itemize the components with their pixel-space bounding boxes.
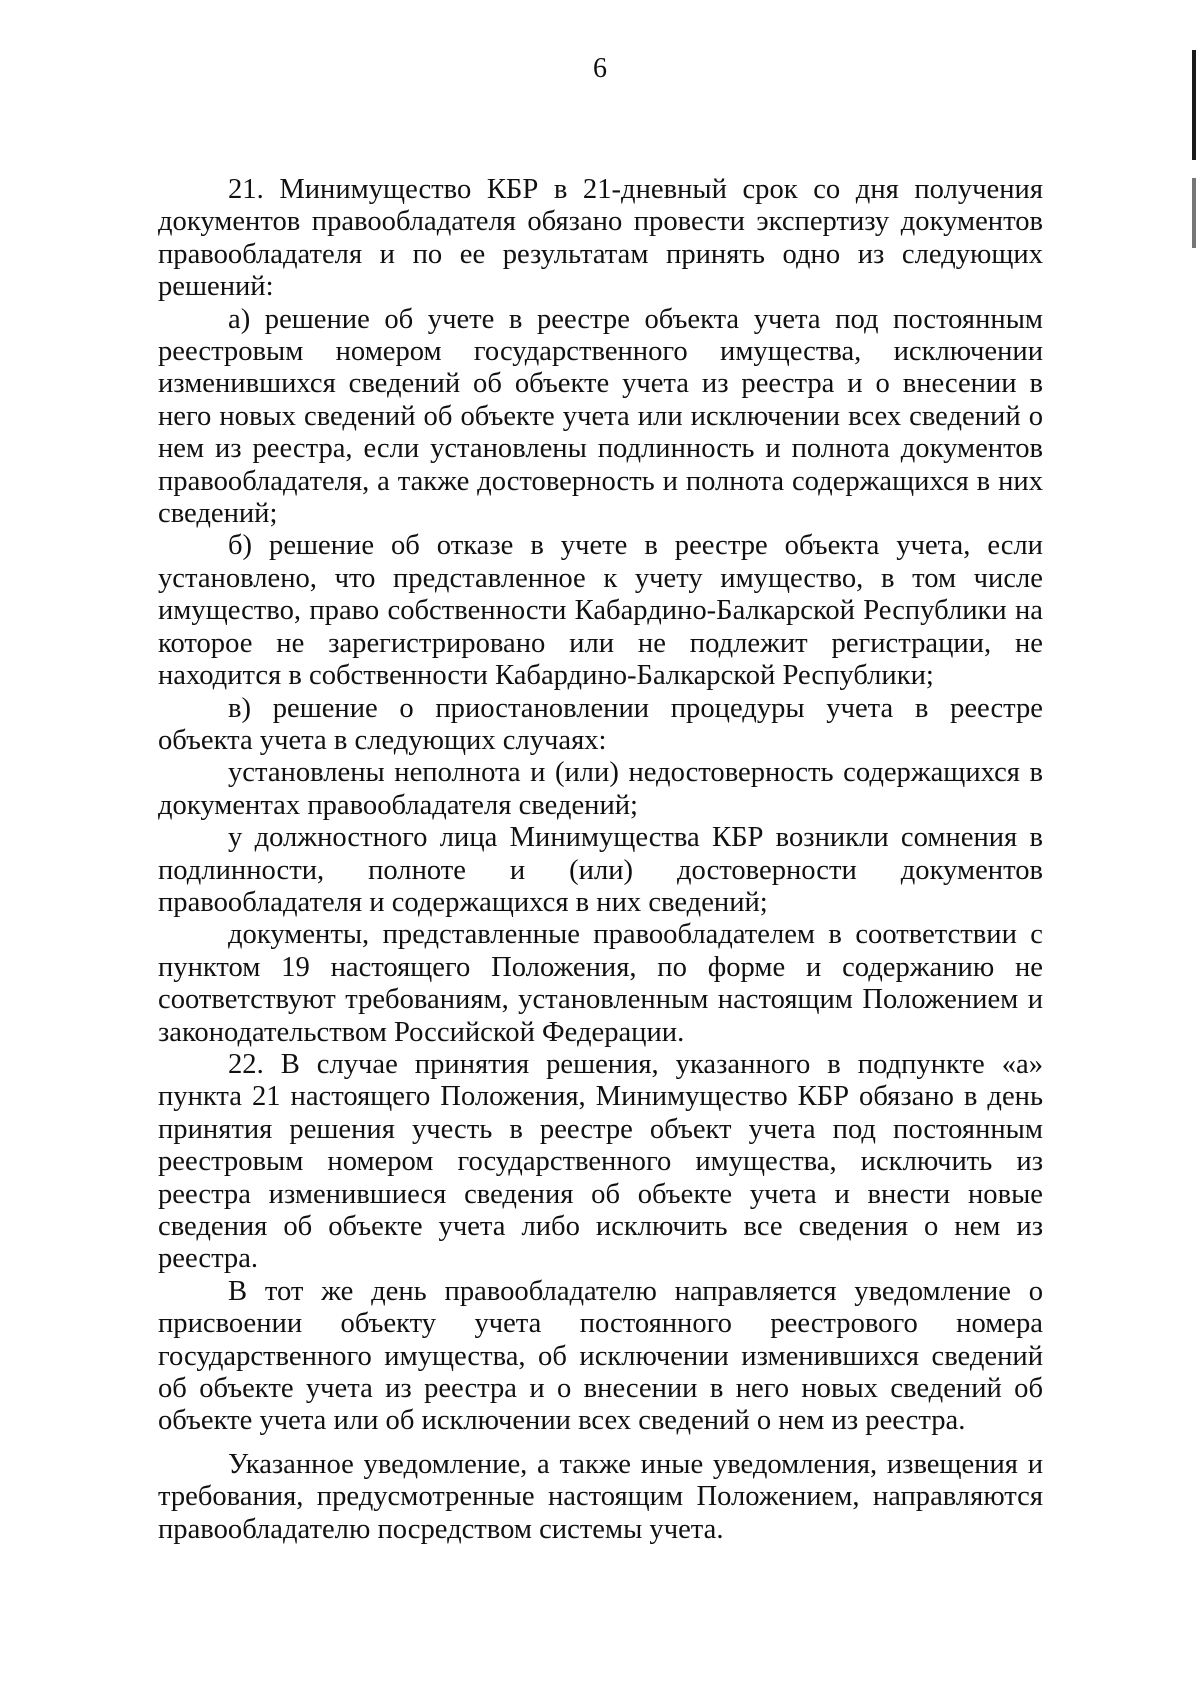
paragraph-22-delivery: Указанное уведомление, а также иные уведомления, извещения и требования, предусмотренные настоящим Положением, направляются правообладателю посредством системы учета. [158, 1448, 1043, 1545]
paragraph-21-a: а) решение об учете в реестре объекта учета под постоянным реестровым номером государственного имущества, исключении изменившихся сведений об объекте учета из реестра и о внесении в него новых сведений об объекте учета или исключении всех сведений о нем из реестра, если установлены подлинность и полнота документов правообладателя, а также достоверность и полнота содержащихся в них сведений; [158, 303, 1043, 530]
paragraph-21-v-case-1: установлены неполнота и (или) недостоверность содержащихся в документах правообладателя сведений; [158, 757, 1043, 821]
paragraph-21-v-case-2: у должностного лица Минимущества КБР возникли сомнения в подлинности, полноте и (или) достоверности документов правообладателя и содержащихся в них сведений; [158, 822, 1043, 918]
scan-edge-mark [1192, 50, 1196, 160]
scan-edge-mark [1192, 178, 1196, 248]
paragraph-21: 21. Минимущество КБР в 21-дневный срок со дня получения документов правообладателя обязано провести экспертизу документов правообладателя и по ее результатам принять одно из следующих решений: [158, 174, 1043, 303]
paragraph-21-v: в) решение о приостановлении процедуры учета в реестре объекта учета в следующих случаях: [158, 692, 1043, 756]
page-number: 6 [593, 53, 607, 84]
paragraph-22: 22. В случае принятия решения, указанного в подпункте «а» пункта 21 настоящего Положения, Минимущество КБР обязано в день принятия решения учесть в реестре объект учета под постоянным реестровым номером государственного имущества, исключить из реестра изменившиеся сведения об объекте учета и внести новые сведения об объекте учета либо исключить все сведения о нем из реестра. [158, 1048, 1043, 1275]
paragraph-22-notification: В тот же день правообладателю направляется уведомление о присвоении объекту учета постоянного реестрового номера государственного имущества, об исключении изменившихся сведений об объекте учета из реестра и о внесении в него новых сведений об объекте учета или об исключении всех сведений о нем из реестра. [158, 1275, 1043, 1437]
paragraph-21-v-case-3: документы, представленные правообладателем в соответствии с пунктом 19 настоящего Положения, по форме и содержанию не соответствуют требованиям, установленным настоящим Положением и законодательством Российской Федерации. [158, 919, 1043, 1048]
document-body [158, 174, 1043, 1546]
paragraph-21-b: б) решение об отказе в учете в реестре объекта учета, если установлено, что представленное к учету имущество, в том числе имущество, право собственности Кабардино-Балкарской Республики на которое не зарегистрировано или не подлежит регистрации, не находится в собственности Кабардино-Балкарской Республики; [158, 530, 1043, 692]
